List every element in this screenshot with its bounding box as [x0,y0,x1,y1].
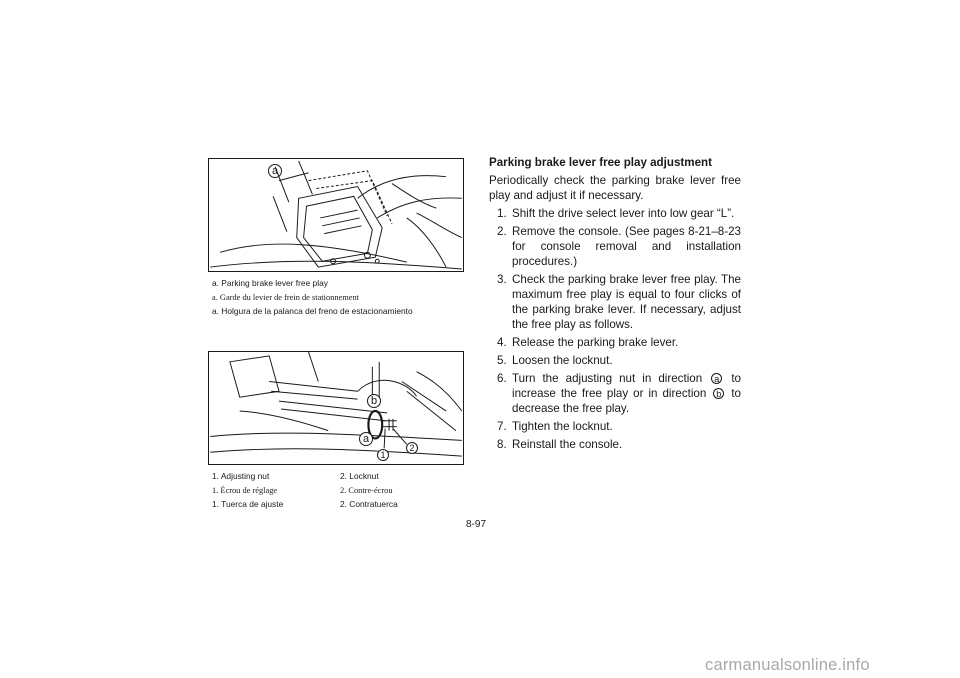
adjustment-section [489,155,741,452]
parking-brake-free-play-illustration [208,158,464,272]
section-intro: Periodically check the parking brake lever free play and adjust it if necessary. [489,174,741,202]
callout-a: a [359,432,373,446]
step-text: Release the parking brake lever. [512,336,679,349]
callout-1: 1 [377,449,389,461]
step-text: Check the parking brake lever free play. The maximum free play is equal to four clicks of the parking brake lever. If necessary, adjust the free play as follows. [512,273,741,331]
step-text: Shift the drive select lever into low gear “L”. [512,207,735,220]
list-item [489,224,741,269]
step-text: Reinstall the console. [512,438,623,451]
step-number: 4. [497,336,507,349]
list-item [489,206,741,221]
list-item [489,437,741,452]
steps-list [489,206,741,452]
step-text: Tighten the locknut. [512,420,613,433]
section-heading: Parking brake lever free play adjustment [489,156,712,169]
list-item [489,335,741,350]
step-text: Loosen the locknut. [512,354,613,367]
step-number: 1. [497,207,507,220]
step-number: 7. [497,420,507,433]
direction-a-marker: a [711,373,722,384]
step-number: 6. [497,372,507,385]
callout-a: a [268,164,282,178]
step-text: Turn the adjusting nut in direction [512,372,703,385]
step-text: to decrease the free play. [512,387,741,415]
figure2-caption-en-1: 1. Adjusting nut [212,471,270,481]
figure2-caption-en-2: 2. Locknut [340,471,379,481]
list-item [489,371,741,416]
list-item [489,419,741,434]
step-number: 8. [497,438,507,451]
figure1-caption-en: a. Parking brake lever free play [212,278,328,288]
page-number: 8-97 [466,519,487,530]
step-number: 3. [497,273,507,286]
callout-b: b [367,394,381,408]
list-item [489,353,741,368]
figure1-caption-es: a. Holgura de la palanca del freno de estacionamiento [212,306,413,316]
watermark: carmanualsonline.info [705,656,870,674]
step-number: 5. [497,354,507,367]
adjusting-nut-illustration [208,351,464,465]
direction-b-marker: b [713,388,724,399]
figure1-caption-fr: a. Garde du levier de frein de stationnement [212,293,359,302]
step-text: Remove the console. (See pages 8-21–8-23 for console removal and installation procedures.) [512,225,741,268]
list-item [489,272,741,332]
figure2-caption-fr-1: 1. Écrou de réglage [212,486,278,495]
figure2-caption-es-2: 2. Contratuerca [340,499,398,509]
step-number: 2. [497,225,507,238]
callout-2: 2 [406,442,418,454]
figure2-caption-fr-2: 2. Contre-écrou [340,486,393,495]
adjusting-nut-drawing [209,352,463,464]
step-text: to increase the free play or in direction [512,372,741,400]
parking-brake-lever-drawing [209,159,463,271]
figure2-caption-es-1: 1. Tuerca de ajuste [212,499,284,509]
